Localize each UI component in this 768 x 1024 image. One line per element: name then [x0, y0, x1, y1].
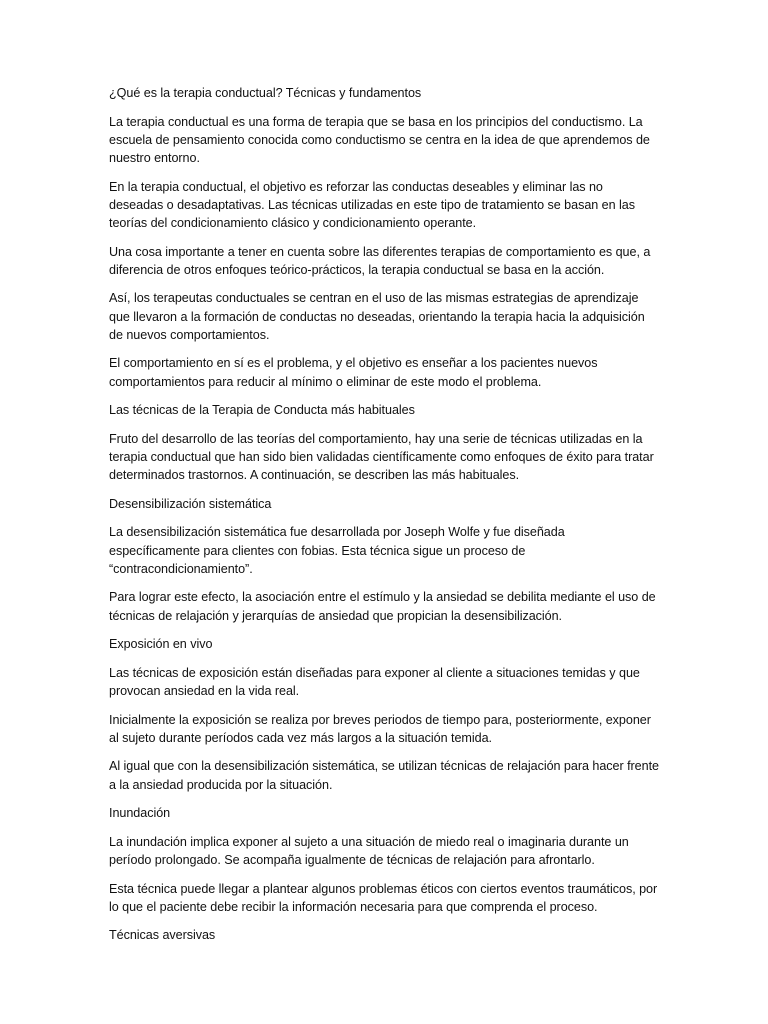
document-page	[109, 84, 659, 955]
paragraph-therapists: Así, los terapeutas conductuales se centran en el uso de las mismas estrategias de aprendizaje que llevaron a la formación de conductas no deseadas, orientando la terapia hacia la adquisición de nuevos comportamientos.	[109, 291, 645, 342]
paragraph-techniques-intro: Fruto del desarrollo de las teorías del comportamiento, hay una serie de técnicas utilizadas en la terapia conductual que han sido bien validadas científicamente como enfoques de éxito para tratar determinados trastornos. A continuación, se describen las más habituales.	[109, 431, 654, 483]
section-heading-desensitization: Desensibilización sistemática	[109, 496, 272, 511]
paragraph-flooding-1: La inundación implica exponer al sujeto a una situación de miedo real o imaginaria durante un período prolongado. Se acompaña igualmente de técnicas de relajación para afrontarlo.	[109, 834, 629, 867]
section-heading-techniques: Las técnicas de la Terapia de Conducta más habituales	[109, 403, 415, 418]
paragraph-exposure-2: Inicialmente la exposición se realiza por breves periodos de tiempo para, posteriormente, exponer al sujeto durante períodos cada vez más largos a la situación temida.	[109, 712, 651, 745]
paragraph-flooding-2: Esta técnica puede llegar a plantear algunos problemas éticos con ciertos eventos traumáticos, por lo que el paciente debe recibir la información necesaria para que comprenda el proceso.	[109, 881, 658, 914]
section-heading-flooding: Inundación	[109, 806, 171, 821]
paragraph-problem: El comportamiento en sí es el problema, y el objetivo es enseñar a los pacientes nuevos comportamientos para reducir al mínimo o eliminar de este modo el problema.	[109, 356, 598, 389]
paragraph-exposure-1: Las técnicas de exposición están diseñadas para exponer al cliente a situaciones temidas y que provocan ansiedad en la vida real.	[109, 665, 640, 698]
section-heading-aversive: Técnicas aversivas	[109, 928, 216, 943]
paragraph-intro: La terapia conductual es una forma de terapia que se basa en los principios del conductismo. La escuela de pensamiento conocida como conductismo se centra en la idea de que aprendemos de nuestro entorno.	[109, 114, 650, 165]
paragraph-exposure-3: Al igual que con la desensibilización sistemática, se utilizan técnicas de relajación para hacer frente a la ansiedad producida por la situación.	[109, 759, 659, 792]
paragraph-objective: En la terapia conductual, el objetivo es reforzar las conductas deseables y eliminar las no deseadas o desadaptativas. Las técnicas utilizadas en este tipo de tratamiento se basan en las teorías del condicionamiento clásico y condicionamiento operante.	[109, 179, 635, 230]
paragraph-desensitization-1: La desensibilización sistemática fue desarrollada por Joseph Wolfe y fue diseñada específicamente para clientes con fobias. Esta técnica sigue un proceso de “contracondicionamiento”.	[109, 525, 565, 576]
paragraph-desensitization-2: Para lograr este efecto, la asociación entre el estímulo y la ansiedad se debilita mediante el uso de técnicas de relajación y jerarquías de ansiedad que propician la desensibilización.	[109, 590, 656, 623]
section-heading-exposure: Exposición en vivo	[109, 637, 213, 652]
document-title: ¿Qué es la terapia conductual? Técnicas y fundamentos	[109, 86, 422, 100]
paragraph-action: Una cosa importante a tener en cuenta sobre las diferentes terapias de comportamiento es que, a diferencia de otros enfoques teórico-prácticos, la terapia conductual se basa en la acción.	[109, 244, 651, 277]
